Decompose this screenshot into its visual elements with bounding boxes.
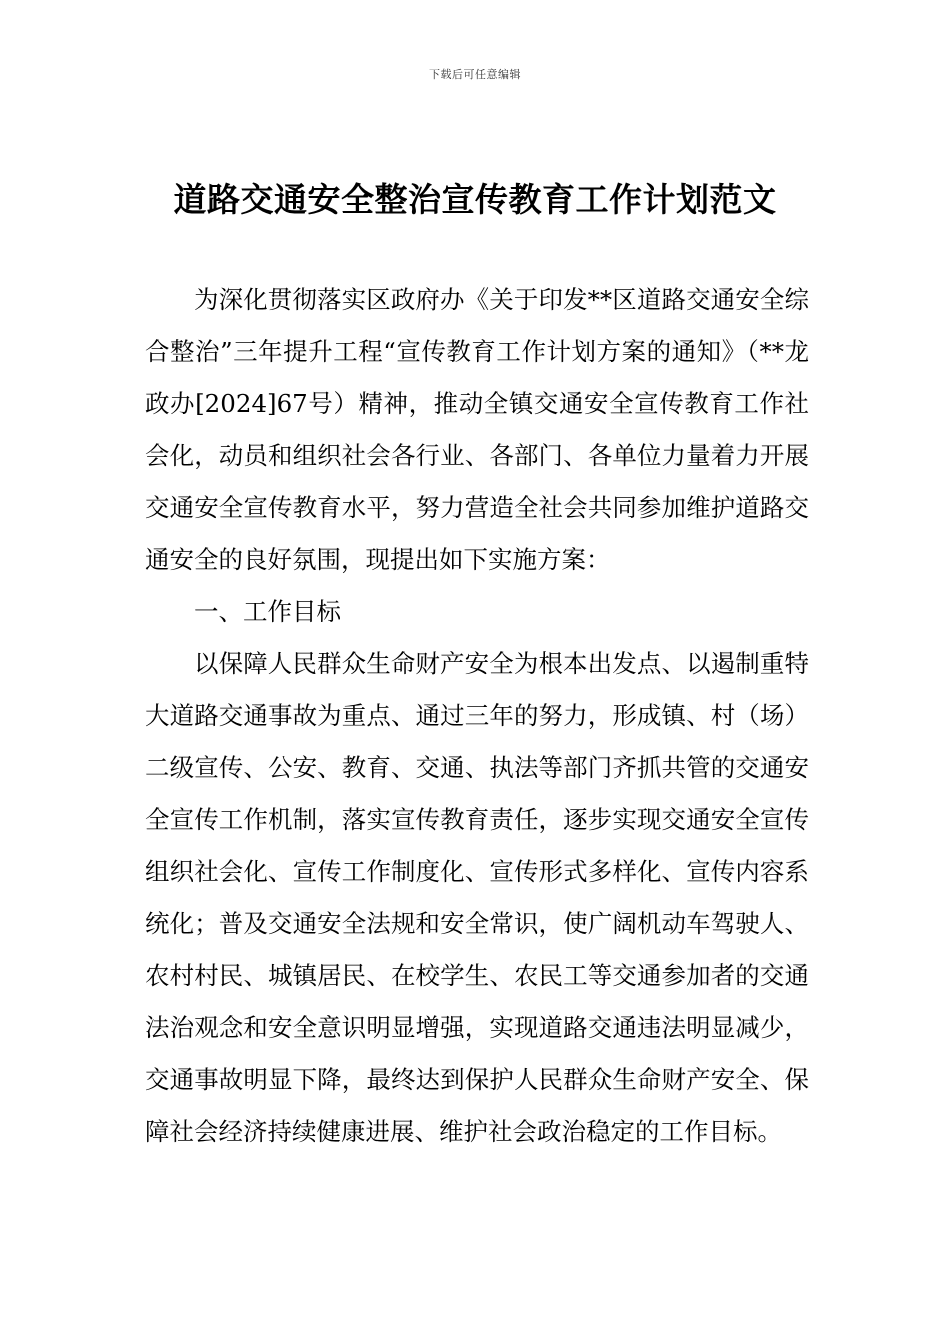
header-note: 下载后可任意编辑 [429,68,521,81]
document-title: 道路交通安全整治宣传教育工作计划范文 [173,180,777,219]
document-body [145,274,809,1158]
intro-paragraph: 为深化贯彻落实区政府办《关于印发**区道路交通安全综合整治”三年提升工程“宣传教育工作计划方案的通知》（**龙政办[2024]67号）精神，推动全镇交通安全宣传教育工作社会化，动员和组织社会各行业、各部门、各单位力量着力开展交通安全宣传教育水平，努力营造全社会共同参加维护道路交通安全的良好氛围，现提出如下实施方案： [145,285,809,574]
section-heading-work-goals: 一、工作目标 [194,597,341,626]
section-paragraph-work-goals: 以保障人民群众生命财产安全为根本出发点、以遏制重特大道路交通事故为重点、通过三年的努力，形成镇、村（场）二级宣传、公安、教育、交通、执法等部门齐抓共管的交通安全宣传工作机制，落实宣传教育责任，逐步实现交通安全宣传组织社会化、宣传工作制度化、宣传形式多样化、宣传内容系统化；普及交通安全法规和安全常识，使广阔机动车驾驶人、农村村民、城镇居民、在校学生、农民工等交通参加者的交通法治观念和安全意识明显增强，实现道路交通违法明显减少，交通事故明显下降，最终达到保护人民群众生命财产安全、保障社会经济持续健康进展、维护社会政治稳定的工作目标。 [145,649,809,1146]
